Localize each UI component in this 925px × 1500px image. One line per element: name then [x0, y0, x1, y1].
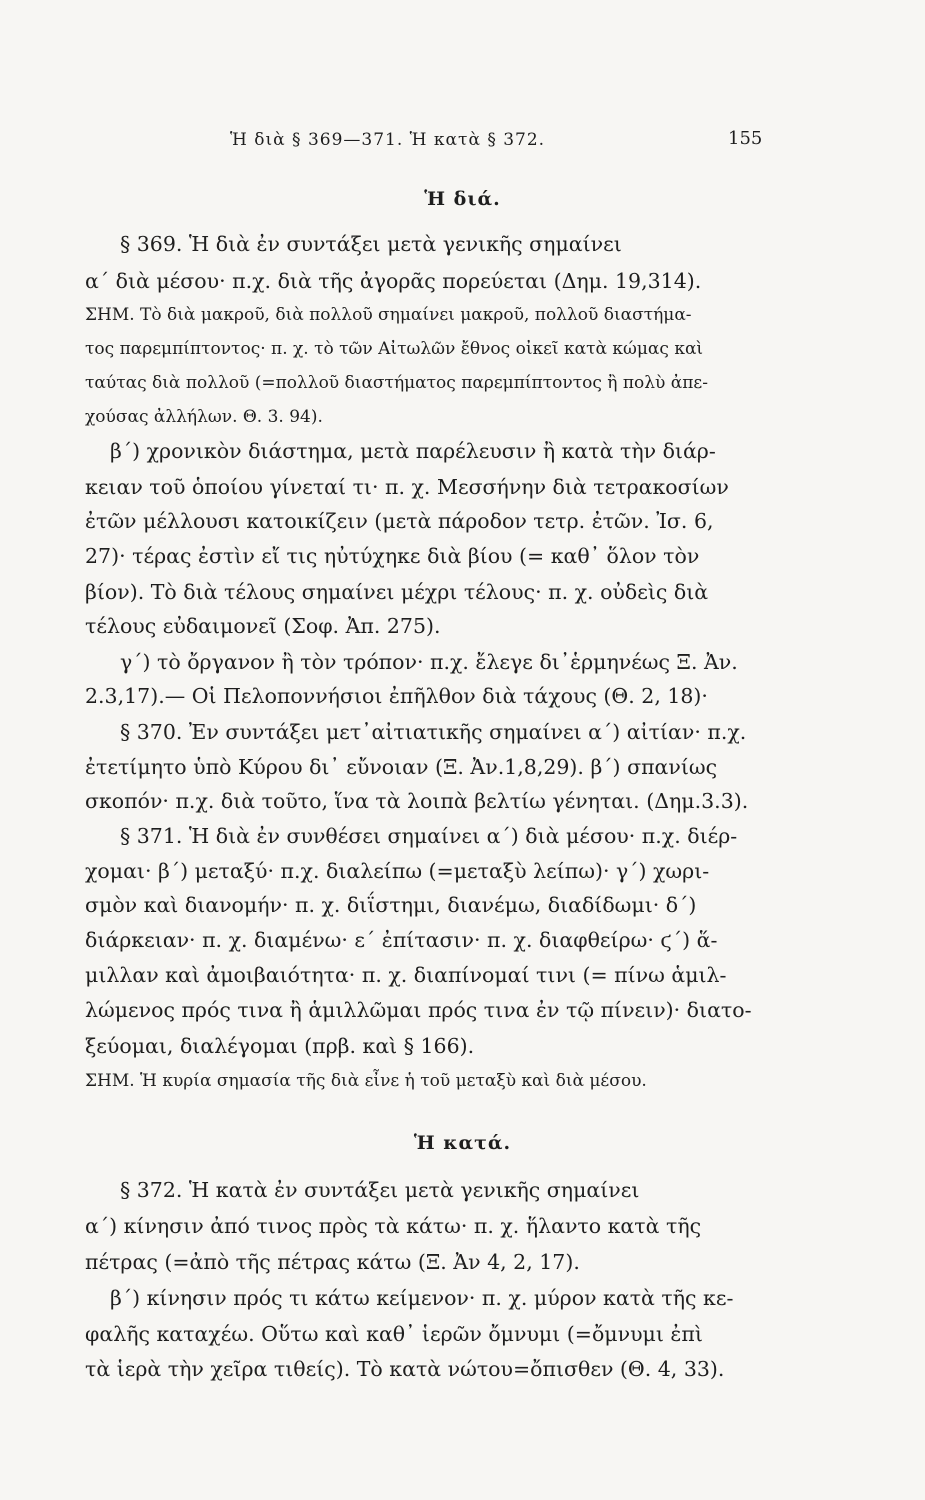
text-line: § 370. Ἐν συντάξει μετ᾽αἰτιατικῆς σημαίνει α΄) αἰτίαν· π.χ.: [120, 720, 747, 744]
text-line: τὰ ἱερὰ τὴν χεῖρα τιθείς). Τὸ κατὰ νώτου=ὄπισθεν (Θ. 4, 33).: [85, 1357, 725, 1381]
note-line: ΣΗΜ. Τὸ διὰ μακροῦ, διὰ πολλοῦ σημαίνει μακροῦ, πολλοῦ διαστήμα-: [85, 305, 692, 325]
text-line: κειαν τοῦ ὁποίου γίνεταί τι· π. χ. Μεσσήνην διὰ τετρακοσίων: [85, 475, 729, 499]
text-line: 27)· τέρας ἐστὶν εἴ τις ηὐτύχηκε διὰ βίου (= καθ᾽ ὅλον τὸν: [85, 544, 700, 568]
note-line: τος παρεμπίπτοντος· π. χ. τὸ τῶν Αἰτωλῶν ἔθνος οἰκεῖ κατὰ κώμας καὶ: [85, 339, 704, 359]
text-line: πέτρας (=ἀπὸ τῆς πέτρας κάτω (Ξ. Ἀν 4, 2, 17).: [85, 1250, 580, 1274]
running-head: Ἡ διὰ § 369—371. Ἡ κατὰ § 372.: [230, 130, 546, 150]
text-line: σκοπόν· π.χ. διὰ τοῦτο, ἵνα τὰ λοιπὰ βελτίω γένηται. (Δημ.3.3).: [85, 789, 749, 813]
text-line: ἐτετίμητο ὑπὸ Κύρου δι᾽ εὔνοιαν (Ξ. Ἀν.1,8,29). β΄) σπανίως: [85, 755, 718, 779]
text-line: ξεύομαι, διαλέγομαι (πρβ. καὶ § 166).: [85, 1034, 475, 1058]
text-line: βίον). Τὸ διὰ τέλους σημαίνει μέχρι τέλους· π. χ. οὐδεὶς διὰ: [85, 580, 709, 604]
text-line: β΄) κίνησιν πρός τι κάτω κείμενον· π. χ. μύρον κατὰ τῆς κε-: [110, 1286, 734, 1310]
section-heading-dia: Ἡ διά.: [424, 188, 501, 210]
text-line: τέλους εὐδαιμονεῖ (Σοφ. Ἀπ. 275).: [85, 614, 441, 638]
note-line: χούσας ἀλλήλων. Θ. 3. 94).: [85, 407, 323, 427]
text-line: α΄) κίνησιν ἀπό τινος πρὸς τὰ κάτω· π. χ. ἥλαντο κατὰ τῆς: [85, 1214, 702, 1238]
text-line: 2.3,17).— Οἱ Πελοποννήσιοι ἐπῆλθον διὰ τάχους (Θ. 2, 18)·: [85, 684, 708, 708]
text-line: φαλῆς καταχέω. Οὕτω καὶ καθ᾽ ἱερῶν ὄμνυμι (=ὄμνυμι ἐπὶ: [85, 1322, 703, 1346]
text-line: μιλλαν καὶ ἀμοιβαιότητα· π. χ. διαπίνομαί τινι (= πίνω ἁμιλ-: [85, 963, 727, 987]
note-line: ΣΗΜ. Ἡ κυρία σημασία τῆς διὰ εἶνε ἡ τοῦ μεταξὺ καὶ διὰ μέσου.: [85, 1071, 647, 1091]
text-line: § 372. Ἡ κατὰ ἐν συντάξει μετὰ γενικῆς σημαίνει: [120, 1178, 640, 1202]
text-line: α΄ διὰ μέσου· π.χ. διὰ τῆς ἀγορᾶς πορεύεται (Δημ. 19,314).: [85, 269, 702, 293]
text-line: β΄) χρονικὸν διάστημα, μετὰ παρέλευσιν ἢ κατὰ τὴν διάρ-: [110, 439, 716, 463]
text-line: χομαι· β΄) μεταξύ· π.χ. διαλείπω (=μεταξὺ λείπω)· γ΄) χωρι-: [85, 859, 710, 883]
page-number: 155: [728, 128, 763, 149]
text-line: § 371. Ἡ διὰ ἐν συνθέσει σημαίνει α΄) διὰ μέσου· π.χ. διέρ-: [120, 824, 738, 848]
text-line: γ΄) τὸ ὄργανον ἢ τὸν τρόπον· π.χ. ἔλεγε δι᾽ἑρμηνέως Ξ. Ἀν.: [120, 650, 738, 674]
text-line: ἐτῶν μέλλουσι κατοικίζειν (μετὰ πάροδον τετρ. ἐτῶν. Ἰσ. 6,: [85, 509, 714, 533]
note-line: ταύτας διὰ πολλοῦ (=πολλοῦ διαστήματος παρεμπίπτοντος ἢ πολὺ ἀπε-: [85, 373, 708, 393]
text-line: διάρκειαν· π. χ. διαμένω· ε΄ ἐπίτασιν· π. χ. διαφθείρω· ϛ΄) ἅ-: [85, 928, 718, 952]
text-line: § 369. Ἡ διὰ ἐν συντάξει μετὰ γενικῆς σημαίνει: [120, 232, 622, 256]
section-heading-kata: Ἡ κατά.: [413, 1132, 512, 1154]
text-line: σμὸν καὶ διανομήν· π. χ. διΐστημι, διανέμω, διαδίδωμι· δ΄): [85, 893, 697, 917]
text-line: λώμενος πρός τινα ἢ ἁμιλλῶμαι πρός τινα ἐν τῷ πίνειν)· διατο-: [85, 998, 752, 1022]
